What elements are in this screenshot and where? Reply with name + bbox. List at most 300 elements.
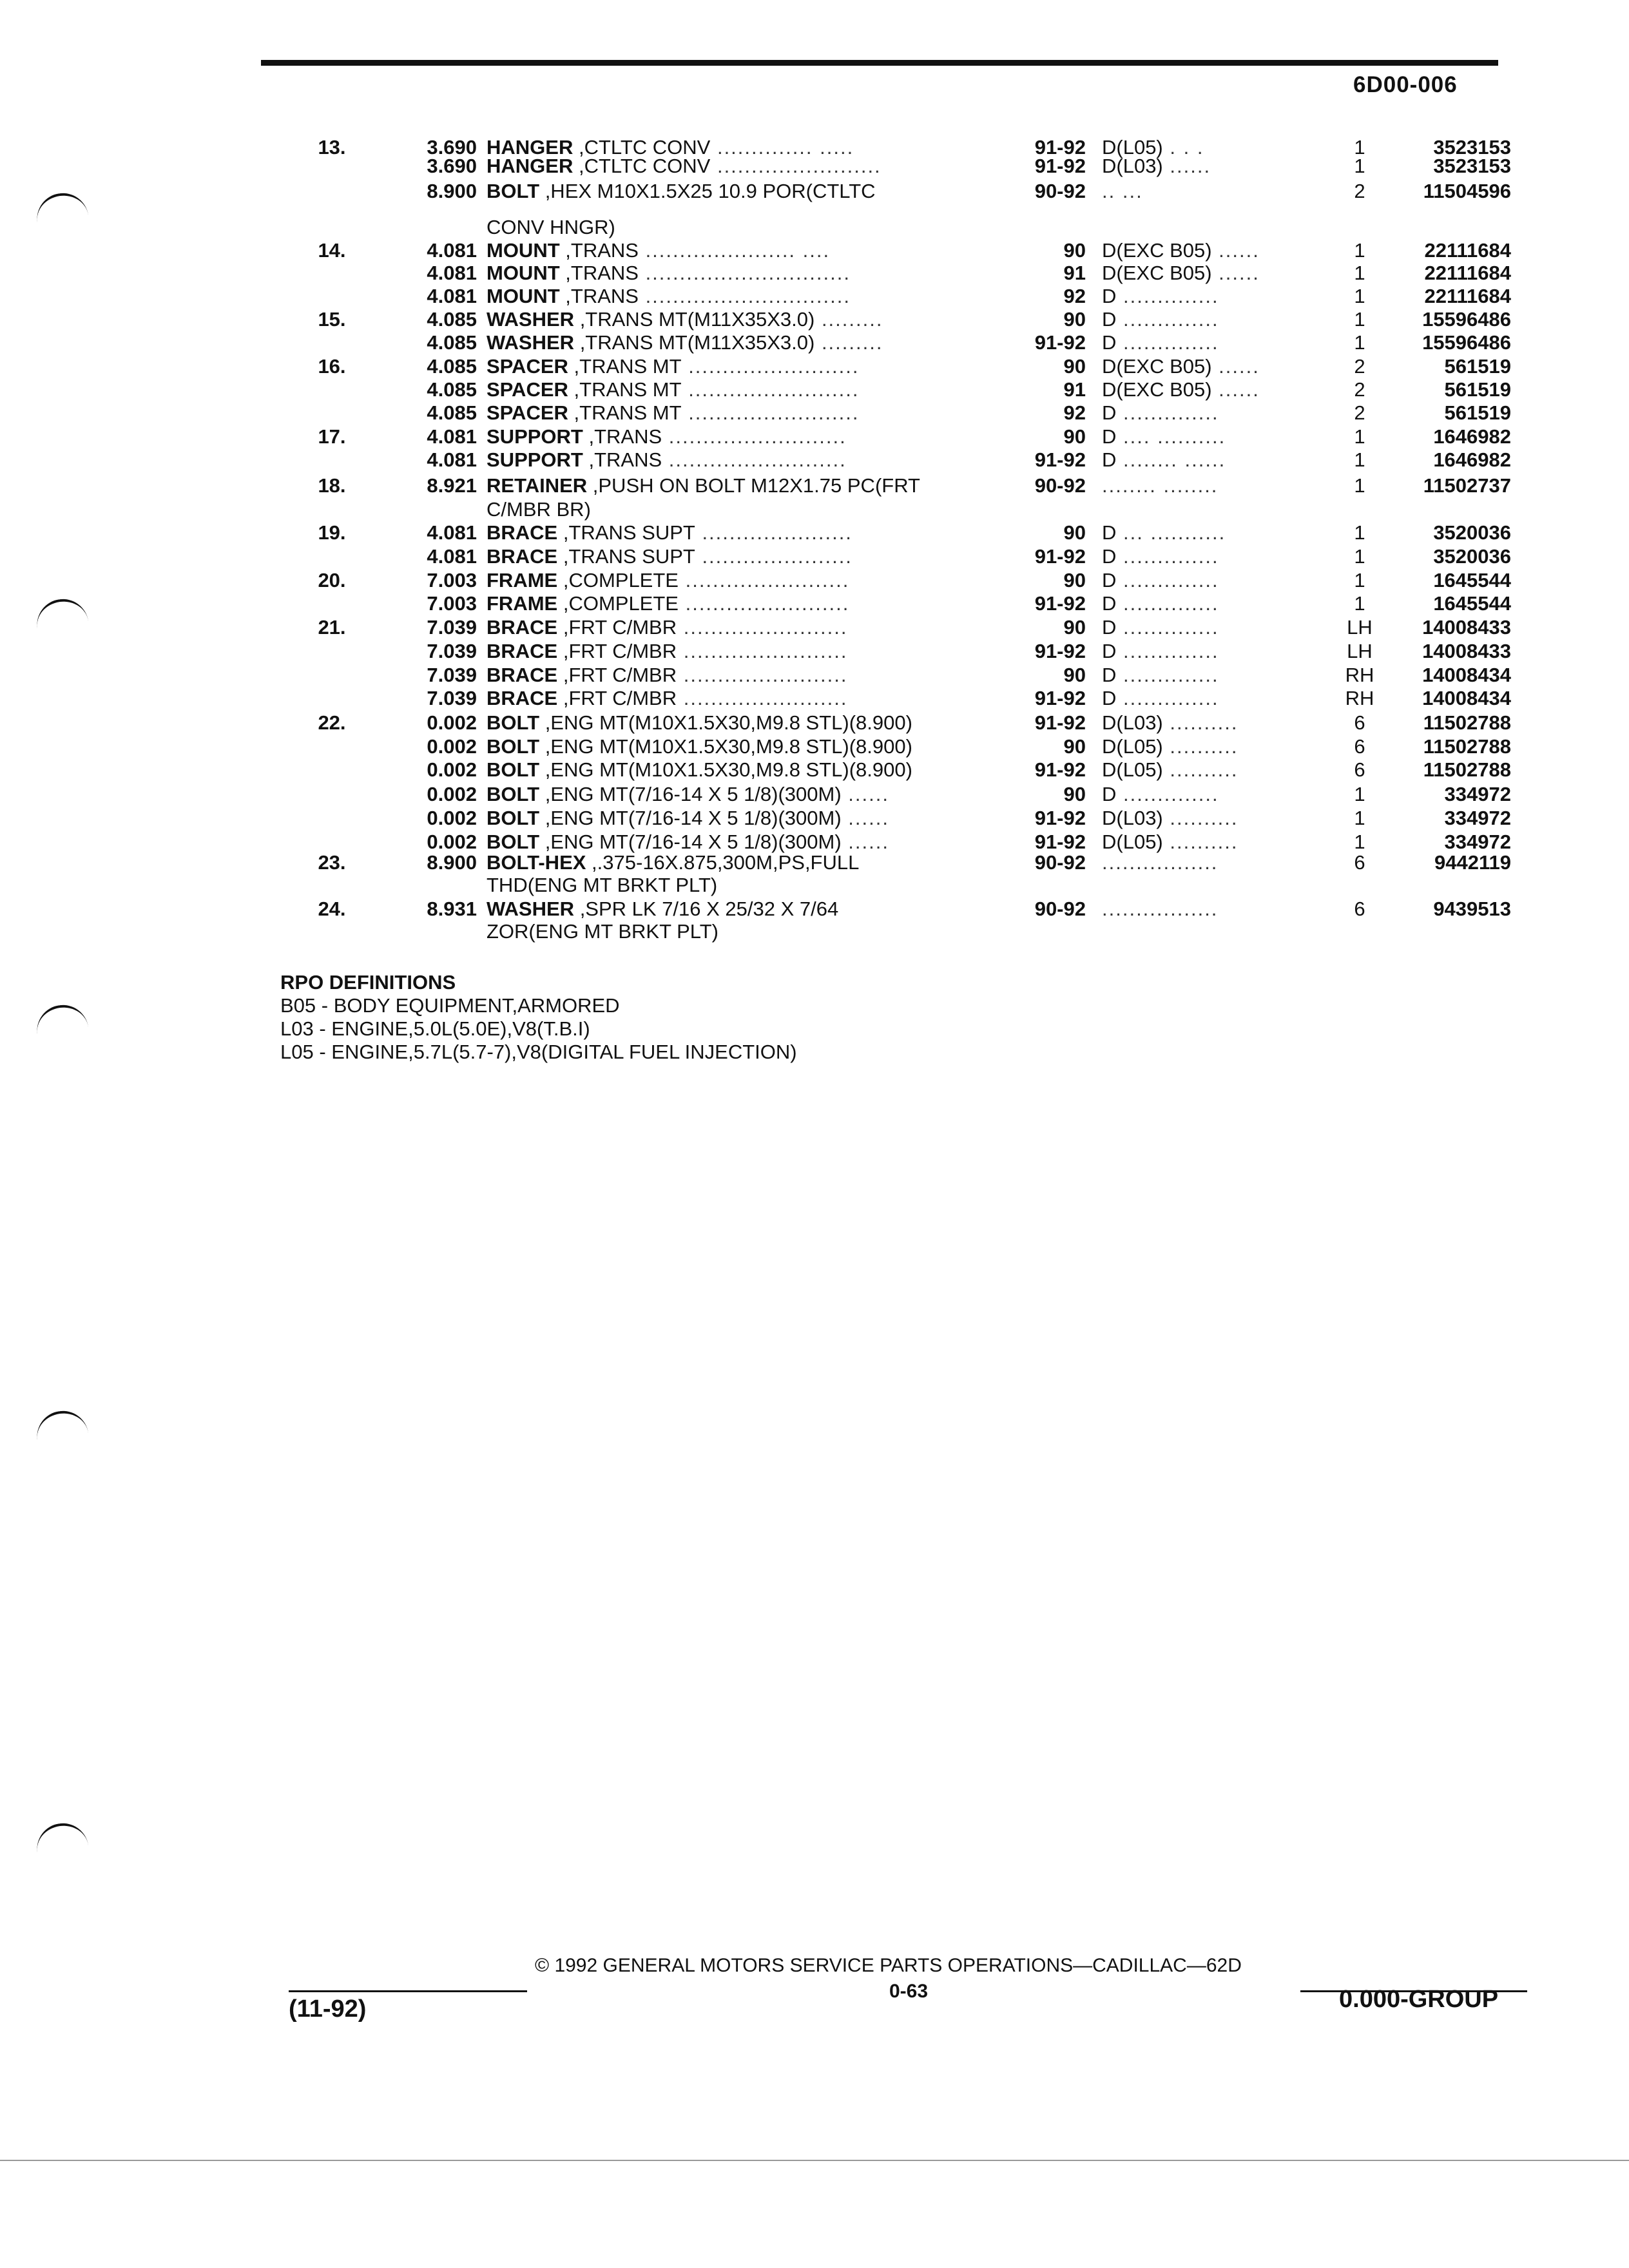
dot-leader: ..............	[1116, 592, 1219, 615]
dot-leader: ..............................	[638, 285, 851, 307]
model-code-text: D(L03)	[1102, 155, 1163, 177]
model-code	[1102, 639, 1334, 663]
model-years: 91-92	[1034, 758, 1086, 781]
parts-row	[0, 284, 1629, 308]
part-number: 11502737	[1423, 474, 1511, 497]
model-code	[1102, 354, 1334, 378]
part-detail: ,TRANS SUPT	[557, 545, 695, 568]
dot-leader: ..............	[1116, 687, 1219, 709]
parts-row	[0, 154, 1629, 178]
model-code	[1102, 238, 1334, 262]
quantity: 1	[1354, 331, 1365, 354]
item-number: 20.	[318, 569, 346, 591]
part-description	[487, 284, 1002, 308]
part-detail: ,CTLTC CONV	[573, 136, 711, 159]
binder-hole-mark	[34, 1408, 88, 1443]
quantity: 2	[1354, 401, 1365, 424]
group-number: 7.039	[427, 664, 477, 686]
part-description	[487, 711, 1002, 735]
quantity: 6	[1354, 758, 1365, 781]
model-code	[1102, 568, 1334, 592]
parts-row	[0, 615, 1629, 639]
dot-leader: ........ ........	[1102, 474, 1219, 497]
quantity: 1	[1354, 285, 1365, 307]
item-number: 22.	[318, 711, 346, 734]
part-number: 14008433	[1422, 640, 1511, 662]
dot-leader: ..........	[1162, 807, 1239, 829]
dot-leader: ..........	[1162, 735, 1239, 758]
part-name: RETAINER	[487, 474, 588, 497]
dot-leader: .... ..........	[1116, 425, 1226, 448]
model-years: 91-92	[1034, 831, 1086, 853]
item-number: 17.	[318, 425, 346, 448]
parts-row	[0, 238, 1629, 262]
group-number: 0.002	[427, 735, 477, 758]
dot-leader: ......................	[695, 545, 853, 568]
model-years: 92	[1063, 285, 1086, 307]
model-code-text: D	[1102, 331, 1117, 354]
dot-leader: ... ...........	[1116, 521, 1226, 544]
quantity: 6	[1354, 851, 1365, 874]
model-years: 91	[1063, 262, 1086, 284]
item-number: 19.	[318, 521, 346, 544]
dot-leader: ........................	[677, 616, 848, 639]
part-number: 561519	[1444, 355, 1511, 378]
dot-leader: ........................	[710, 155, 882, 177]
part-detail: ,TRANS MT	[568, 378, 682, 401]
group-number: 8.900	[427, 851, 477, 874]
dot-leader: ........................	[677, 640, 848, 662]
group-number: 4.081	[427, 545, 477, 568]
quantity: 1	[1354, 545, 1365, 568]
model-code	[1102, 261, 1334, 285]
dot-leader: ........................	[678, 592, 850, 615]
model-code	[1102, 711, 1334, 735]
model-code	[1102, 686, 1334, 710]
part-detail: ,ENG MT(7/16-14 X 5 1/8)(300M)	[539, 807, 842, 829]
group-number: 4.081	[427, 285, 477, 307]
part-description	[487, 782, 1002, 806]
part-detail: ,ENG MT(7/16-14 X 5 1/8)(300M)	[539, 783, 842, 805]
part-number: 14008433	[1422, 616, 1511, 639]
model-code	[1102, 154, 1334, 178]
footer-copyright: © 1992 GENERAL MOTORS SERVICE PARTS OPERATIONS—CADILLAC—62D	[535, 1955, 1242, 1976]
model-years: 90-92	[1034, 180, 1086, 202]
dot-leader: ..............	[1116, 783, 1219, 805]
model-code-text: D	[1102, 448, 1117, 471]
model-code	[1102, 544, 1334, 568]
parts-row	[0, 897, 1629, 921]
dot-leader: ..............................	[638, 262, 851, 284]
parts-row	[0, 179, 1629, 203]
quantity: 6	[1354, 711, 1365, 734]
part-number: 3520036	[1433, 545, 1511, 568]
dot-leader: ........................	[677, 687, 848, 709]
part-description	[487, 425, 1002, 448]
dot-leader: ......................	[695, 521, 853, 544]
description-continuation: CONV HNGR)	[487, 216, 615, 238]
part-detail: ,FRT C/MBR	[557, 616, 677, 639]
header-rule	[261, 60, 1498, 66]
group-number: 7.039	[427, 640, 477, 662]
model-code	[1102, 331, 1334, 354]
model-code-text: D	[1102, 616, 1117, 639]
dot-leader: ..............	[1116, 545, 1219, 568]
model-years: 91-92	[1034, 448, 1086, 471]
group-number: 4.085	[427, 378, 477, 401]
parts-row	[0, 307, 1629, 331]
part-name: FRAME	[487, 569, 558, 591]
quantity: 1	[1354, 136, 1365, 159]
quantity: 1	[1354, 474, 1365, 497]
model-years: 90-92	[1034, 474, 1086, 497]
part-name: SPACER	[487, 378, 568, 401]
dot-leader: ..............	[1116, 285, 1219, 307]
quantity: 2	[1354, 180, 1365, 202]
model-code	[1102, 401, 1334, 425]
model-years: 91-92	[1034, 687, 1086, 709]
dot-leader: .........................	[681, 401, 860, 424]
dot-leader: .........................	[681, 355, 860, 378]
model-years: 91-92	[1034, 711, 1086, 734]
quantity: 6	[1354, 898, 1365, 920]
part-number: 11502788	[1423, 758, 1511, 781]
dot-leader: ......	[1211, 239, 1260, 262]
parts-row	[0, 521, 1629, 544]
part-name: SUPPORT	[487, 448, 583, 471]
dot-leader: ......	[1211, 262, 1260, 284]
parts-row	[0, 806, 1629, 830]
model-years: 90	[1063, 308, 1086, 331]
dot-leader: ..............	[1116, 308, 1219, 331]
parts-row	[0, 378, 1629, 401]
part-name: SPACER	[487, 401, 568, 424]
part-name: FRAME	[487, 592, 558, 615]
part-number: 15596486	[1422, 308, 1511, 331]
model-code-text: D(L05)	[1102, 831, 1163, 853]
part-detail: ,ENG MT(M10X1.5X30,M9.8 STL)(8.900)	[539, 735, 912, 758]
model-code	[1102, 758, 1334, 782]
model-years: 90	[1063, 664, 1086, 686]
group-number: 3.690	[427, 155, 477, 177]
binder-hole-mark	[34, 1002, 88, 1037]
part-name: BRACE	[487, 640, 558, 662]
group-number: 0.002	[427, 783, 477, 805]
model-code-text: D	[1102, 425, 1117, 448]
quantity: 2	[1354, 378, 1365, 401]
parts-row	[0, 758, 1629, 782]
part-detail: ,ENG MT(7/16-14 X 5 1/8)(300M)	[539, 831, 842, 853]
quantity: 1	[1354, 448, 1365, 471]
part-detail: ,TRANS	[583, 448, 662, 471]
group-number: 7.003	[427, 592, 477, 615]
part-description	[487, 568, 1002, 592]
model-code-text: D	[1102, 308, 1117, 331]
part-name: BRACE	[487, 664, 558, 686]
part-description	[487, 758, 1002, 782]
part-description	[487, 154, 1002, 178]
dot-leader: ......	[841, 831, 889, 853]
part-detail: ,TRANS	[559, 285, 639, 307]
model-years: 90	[1063, 616, 1086, 639]
parts-row	[0, 782, 1629, 806]
parts-row	[0, 425, 1629, 448]
part-detail: ,FRT C/MBR	[557, 640, 677, 662]
part-number: 334972	[1444, 831, 1511, 853]
part-name: BRACE	[487, 545, 558, 568]
model-code	[1102, 850, 1334, 874]
part-description	[487, 238, 1002, 262]
part-description	[487, 897, 1002, 921]
part-name: BOLT	[487, 711, 540, 734]
group-number: 4.085	[427, 401, 477, 424]
quantity: 2	[1354, 355, 1365, 378]
part-name: WASHER	[487, 308, 575, 331]
dot-leader: ..............	[1116, 640, 1219, 662]
item-number: 24.	[318, 898, 346, 920]
model-code	[1102, 425, 1334, 448]
model-code-text: D(L05)	[1102, 735, 1163, 758]
model-years: 91-92	[1034, 592, 1086, 615]
part-number: 11502788	[1423, 711, 1511, 734]
quantity: RH	[1345, 664, 1374, 686]
model-code	[1102, 615, 1334, 639]
model-years: 91-92	[1034, 155, 1086, 177]
quantity: 1	[1354, 783, 1365, 805]
part-name: WASHER	[487, 898, 575, 920]
part-number: 1645544	[1433, 569, 1511, 591]
part-detail: ,ENG MT(M10X1.5X30,M9.8 STL)(8.900)	[539, 758, 912, 781]
dot-leader: ......	[1162, 155, 1211, 177]
model-years: 90	[1063, 355, 1086, 378]
model-code-text: D(L05)	[1102, 758, 1163, 781]
description-continuation: C/MBR BR)	[487, 498, 591, 521]
group-number: 8.931	[427, 898, 477, 920]
part-name: SPACER	[487, 355, 568, 378]
quantity: 1	[1354, 239, 1365, 262]
parts-row	[0, 735, 1629, 758]
part-description	[487, 474, 1002, 497]
parts-row	[0, 568, 1629, 592]
model-code-text: D	[1102, 545, 1117, 568]
rpo-definition: L05 - ENGINE,5.7L(5.7-7),V8(DIGITAL FUEL INJECTION)	[280, 1041, 797, 1063]
part-number: 22111684	[1424, 239, 1511, 262]
part-name: BOLT	[487, 735, 540, 758]
item-number: 13.	[318, 136, 346, 159]
part-description	[487, 448, 1002, 472]
bottom-rule	[0, 2160, 1629, 2161]
quantity: 1	[1354, 592, 1365, 615]
dot-leader: ..............	[1116, 616, 1219, 639]
part-detail: ,TRANS	[583, 425, 662, 448]
model-code-text: D	[1102, 640, 1117, 662]
item-number: 21.	[318, 616, 346, 639]
part-name: HANGER	[487, 155, 574, 177]
dot-leader: .........................	[681, 378, 860, 401]
part-detail: ,HEX M10X1.5X25 10.9 POR(CTLTC	[539, 180, 876, 202]
part-description	[487, 179, 1002, 203]
part-detail: ,FRT C/MBR	[557, 687, 677, 709]
parts-row	[0, 474, 1629, 497]
model-years: 90	[1063, 521, 1086, 544]
dot-leader: .................	[1102, 851, 1219, 874]
model-code	[1102, 806, 1334, 830]
quantity: 1	[1354, 521, 1365, 544]
group-number: 0.002	[427, 758, 477, 781]
rpo-definition: B05 - BODY EQUIPMENT,ARMORED	[280, 994, 620, 1017]
model-code	[1102, 378, 1334, 401]
dot-leader: ........................	[678, 569, 850, 591]
description-continuation: THD(ENG MT BRKT PLT)	[487, 874, 718, 896]
part-name: BRACE	[487, 616, 558, 639]
model-code	[1102, 284, 1334, 308]
dot-leader: ..............	[1116, 664, 1219, 686]
group-number: 4.081	[427, 425, 477, 448]
dot-leader: ..........	[1162, 758, 1239, 781]
part-description	[487, 544, 1002, 568]
quantity: 6	[1354, 735, 1365, 758]
model-code-text: D(L03)	[1102, 711, 1163, 734]
part-name: BOLT	[487, 807, 540, 829]
model-years: 90	[1063, 569, 1086, 591]
part-number: 334972	[1444, 807, 1511, 829]
parts-row	[0, 448, 1629, 472]
part-description	[487, 686, 1002, 710]
parts-row	[0, 591, 1629, 615]
part-description	[487, 378, 1002, 401]
dot-leader: ......	[841, 783, 889, 805]
part-description	[487, 401, 1002, 425]
quantity: 1	[1354, 569, 1365, 591]
dot-leader: ..........................	[662, 425, 847, 448]
dot-leader: ......	[1211, 378, 1260, 401]
quantity: 1	[1354, 155, 1365, 177]
part-description	[487, 354, 1002, 378]
model-code-text: D(L03)	[1102, 807, 1163, 829]
part-detail: ,SPR LK 7/16 X 25/32 X 7/64	[574, 898, 839, 920]
parts-row	[0, 331, 1629, 354]
rpo-definitions	[280, 971, 797, 1064]
dot-leader: .........	[815, 331, 883, 354]
part-number: 1646982	[1433, 425, 1511, 448]
group-number: 7.039	[427, 616, 477, 639]
group-number: 4.081	[427, 448, 477, 471]
group-number: 4.085	[427, 308, 477, 331]
model-code-text: D	[1102, 285, 1117, 307]
dot-leader: .................	[1102, 898, 1219, 920]
model-code-text: D	[1102, 521, 1117, 544]
part-name: MOUNT	[487, 285, 560, 307]
dot-leader: ..........	[1162, 831, 1239, 853]
binder-hole-mark	[34, 1820, 88, 1856]
quantity: 1	[1354, 425, 1365, 448]
quantity: 1	[1354, 262, 1365, 284]
parts-row	[0, 850, 1629, 874]
quantity: LH	[1347, 616, 1373, 639]
model-code	[1102, 897, 1334, 921]
part-name: BRACE	[487, 687, 558, 709]
rpo-heading: RPO DEFINITIONS	[280, 971, 456, 994]
model-years: 90	[1063, 425, 1086, 448]
part-number: 9439513	[1433, 898, 1511, 920]
dot-leader: ..........	[1162, 711, 1239, 734]
part-name: MOUNT	[487, 262, 560, 284]
parts-row	[0, 663, 1629, 687]
model-years: 90-92	[1034, 851, 1086, 874]
model-code-text: D	[1102, 569, 1117, 591]
part-description	[487, 639, 1002, 663]
part-number: 14008434	[1422, 664, 1511, 686]
part-number: 3523153	[1433, 155, 1511, 177]
dot-leader: ......	[841, 807, 889, 829]
page-id: 6D00-006	[1353, 72, 1458, 97]
dot-leader: ..............	[1116, 331, 1219, 354]
part-name: HANGER	[487, 136, 574, 159]
quantity: 1	[1354, 308, 1365, 331]
part-detail: ,PUSH ON BOLT M12X1.75 PC(FRT	[587, 474, 920, 497]
dot-leader: ...................... ....	[638, 239, 831, 262]
description-continuation: ZOR(ENG MT BRKT PLT)	[487, 920, 718, 943]
part-description	[487, 307, 1002, 331]
part-detail: ,TRANS	[559, 239, 639, 262]
part-name: BOLT-HEX	[487, 851, 586, 874]
model-code-text: D	[1102, 687, 1117, 709]
model-code-text: D	[1102, 592, 1117, 615]
part-number: 334972	[1444, 783, 1511, 805]
model-code-text: D(EXC B05)	[1102, 355, 1212, 378]
model-years: 92	[1063, 401, 1086, 424]
group-number: 7.003	[427, 569, 477, 591]
model-code-text: D	[1102, 401, 1117, 424]
model-years: 90-92	[1034, 898, 1086, 920]
quantity: RH	[1345, 687, 1374, 709]
part-detail: ,TRANS MT(M11X35X3.0)	[574, 331, 815, 354]
parts-row	[0, 544, 1629, 568]
group-number: 8.900	[427, 180, 477, 202]
part-name: BOLT	[487, 783, 540, 805]
dot-leader: .. ...	[1102, 180, 1143, 202]
part-description	[487, 591, 1002, 615]
part-detail: ,TRANS MT	[568, 401, 682, 424]
part-name: MOUNT	[487, 239, 560, 262]
model-code	[1102, 735, 1334, 758]
model-years: 90	[1063, 239, 1086, 262]
part-number: 22111684	[1424, 285, 1511, 307]
part-number: 11504596	[1423, 180, 1511, 202]
item-number: 14.	[318, 239, 346, 262]
part-detail: ,TRANS SUPT	[557, 521, 695, 544]
quantity: 1	[1354, 831, 1365, 853]
part-description	[487, 806, 1002, 830]
parts-row	[0, 639, 1629, 663]
part-description	[487, 850, 1002, 874]
part-detail: ,TRANS MT	[568, 355, 682, 378]
model-code	[1102, 307, 1334, 331]
page-number: 0-63	[889, 1981, 929, 2002]
part-description	[487, 521, 1002, 544]
item-number: 23.	[318, 851, 346, 874]
quantity: LH	[1347, 640, 1373, 662]
part-description	[487, 615, 1002, 639]
part-description	[487, 735, 1002, 758]
model-code-text: D(L05)	[1102, 136, 1163, 159]
part-detail: ,TRANS	[559, 262, 639, 284]
footer-date: (11-92)	[289, 1995, 367, 2023]
model-code-text: D(EXC B05)	[1102, 378, 1212, 401]
part-number: 3520036	[1433, 521, 1511, 544]
part-detail: ,CTLTC CONV	[573, 155, 711, 177]
part-name: BOLT	[487, 831, 540, 853]
